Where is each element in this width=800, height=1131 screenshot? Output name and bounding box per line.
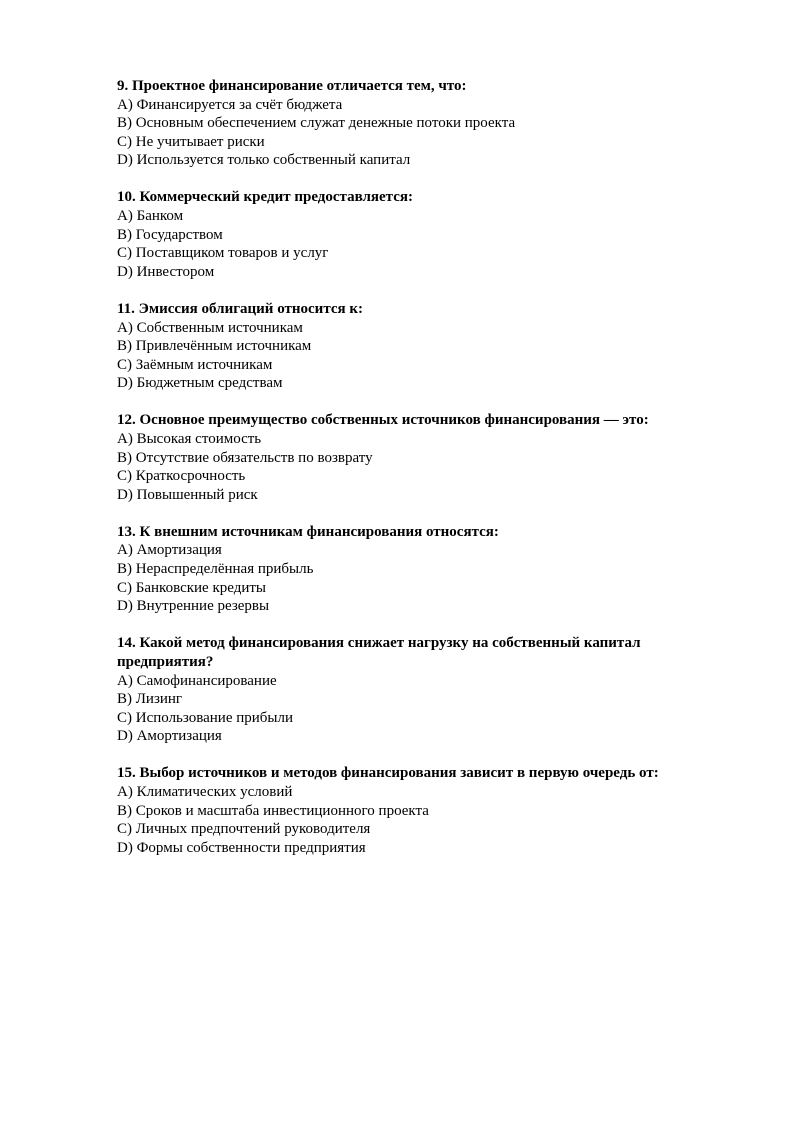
- answer-option-c: C) Не учитывает риски: [117, 133, 265, 150]
- question-9: [117, 77, 717, 170]
- question-title: 14. Какой метод финансирования снижает нагрузку на собственный капитал предприятия?: [117, 635, 641, 670]
- question-11: [117, 300, 717, 393]
- answer-option-d: D) Формы собственности предприятия: [117, 839, 366, 856]
- answer-option-a: A) Финансируется за счёт бюджета: [117, 96, 343, 113]
- question-title: 10. Коммерческий кредит предоставляется:: [117, 189, 413, 206]
- question-title: 15. Выбор источников и методов финансирования зависит в первую очередь от:: [117, 765, 659, 782]
- answer-option-b: B) Сроков и масштаба инвестиционного проекта: [117, 802, 429, 819]
- question-title: 12. Основное преимущество собственных источников финансирования — это:: [117, 412, 649, 429]
- question-title: 13. К внешним источникам финансирования относятся:: [117, 523, 499, 540]
- answer-option-b: B) Государством: [117, 226, 223, 243]
- answer-option-c: C) Заёмным источникам: [117, 356, 273, 373]
- answer-option-d: D) Инвестором: [117, 263, 215, 280]
- answer-option-a: A) Амортизация: [117, 542, 222, 559]
- answer-option-c: C) Использование прибыли: [117, 709, 294, 726]
- answer-option-b: B) Нераспределённая прибыль: [117, 561, 314, 578]
- answer-option-b: B) Лизинг: [117, 691, 183, 708]
- document-page: [117, 77, 717, 876]
- question-14: [117, 634, 717, 746]
- question-title: 9. Проектное финансирование отличается тем, что:: [117, 78, 467, 94]
- answer-option-d: D) Используется только собственный капитал: [117, 152, 411, 169]
- answer-option-c: C) Банковские кредиты: [117, 579, 266, 596]
- question-13: [117, 523, 717, 616]
- answer-option-a: A) Самофинансирование: [117, 672, 277, 689]
- answer-option-b: B) Основным обеспечением служат денежные потоки проекта: [117, 115, 516, 132]
- answer-option-d: D) Бюджетным средствам: [117, 375, 283, 392]
- answer-option-d: D) Амортизация: [117, 728, 222, 745]
- answer-option-c: C) Личных предпочтений руководителя: [117, 821, 371, 838]
- answer-option-c: C) Поставщиком товаров и услуг: [117, 245, 329, 262]
- question-15: [117, 764, 717, 857]
- answer-option-a: A) Банком: [117, 208, 184, 225]
- question-title: 11. Эмиссия облигаций относится к:: [117, 300, 364, 317]
- question-10: [117, 188, 717, 281]
- answer-option-a: A) Высокая стоимость: [117, 431, 262, 447]
- answer-option-d: D) Внутренние резервы: [117, 598, 270, 615]
- answer-option-b: B) Отсутствие обязательств по возврату: [117, 449, 373, 466]
- answer-option-a: A) Собственным источникам: [117, 319, 303, 336]
- question-12: [117, 411, 717, 504]
- answer-option-a: A) Климатических условий: [117, 784, 293, 800]
- answer-option-c: C) Краткосрочность: [117, 468, 246, 485]
- answer-option-d: D) Повышенный риск: [117, 486, 258, 503]
- answer-option-b: B) Привлечённым источникам: [117, 338, 312, 355]
